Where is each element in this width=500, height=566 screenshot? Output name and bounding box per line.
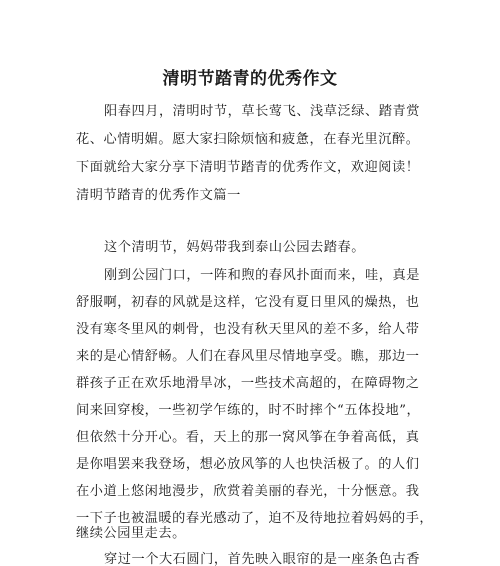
paragraph-line: 群孩子正在欢乐地滑旱冰，一些技术高超的，在障碍物之 (76, 376, 420, 391)
section-heading: 清明节踏青的优秀作文篇一 (76, 188, 241, 203)
paragraph-line: 是你唱罢来我登场，想必放风筝的人也快活极了。的人们 (76, 457, 420, 472)
paragraph-line: 阳春四月，清明时节，草长莺飞、浅草泛绿、踏青赏 (104, 104, 420, 119)
paragraph-line: 没有寒冬里风的刺骨，也没有秋天里风的差不多，给人带 (76, 322, 420, 337)
paragraph-line: 但依然十分开心。看，天上的那一窝风筝在争着高低，真 (76, 430, 420, 445)
paragraph-line: 下面就给大家分享下清明节踏青的优秀作文，欢迎阅读！ (76, 160, 420, 175)
paragraph-line: 这个清明节，妈妈带我到泰山公园去踏春。 (104, 240, 366, 255)
paragraph-line: 来的是心情舒畅。人们在春风里尽情地享受。瞧，那边一 (76, 349, 420, 364)
paragraph-line: 刚到公园门口，一阵和煦的春风扑面而来，哇，真是 (104, 268, 420, 283)
paragraph-line: 穿过一个大石圆门，首先映入眼帘的是一座条色古香 (104, 552, 420, 566)
paragraph-line: 一下子也被温暖的春光感动了，迫不及待地拉着妈妈的手， (76, 511, 434, 526)
paragraph-line: 间来回穿梭，一些初学乍练的，时不时摔个“五体投地”， (76, 403, 421, 418)
paragraph-line: 继续公园里走去。 (76, 526, 186, 541)
page-title: 清明节踏青的优秀作文 (162, 69, 338, 89)
paragraph-line: 花、心情明媚。愿大家扫除烦恼和疲惫，在春光里沉醉。 (76, 132, 420, 147)
paragraph-line: 舒服啊，初春的风就是这样，它没有夏日里风的燥热，也 (76, 295, 420, 310)
paragraph-line: 在小道上悠闲地漫步，欣赏着美丽的春光，十分惬意。我 (76, 484, 420, 499)
